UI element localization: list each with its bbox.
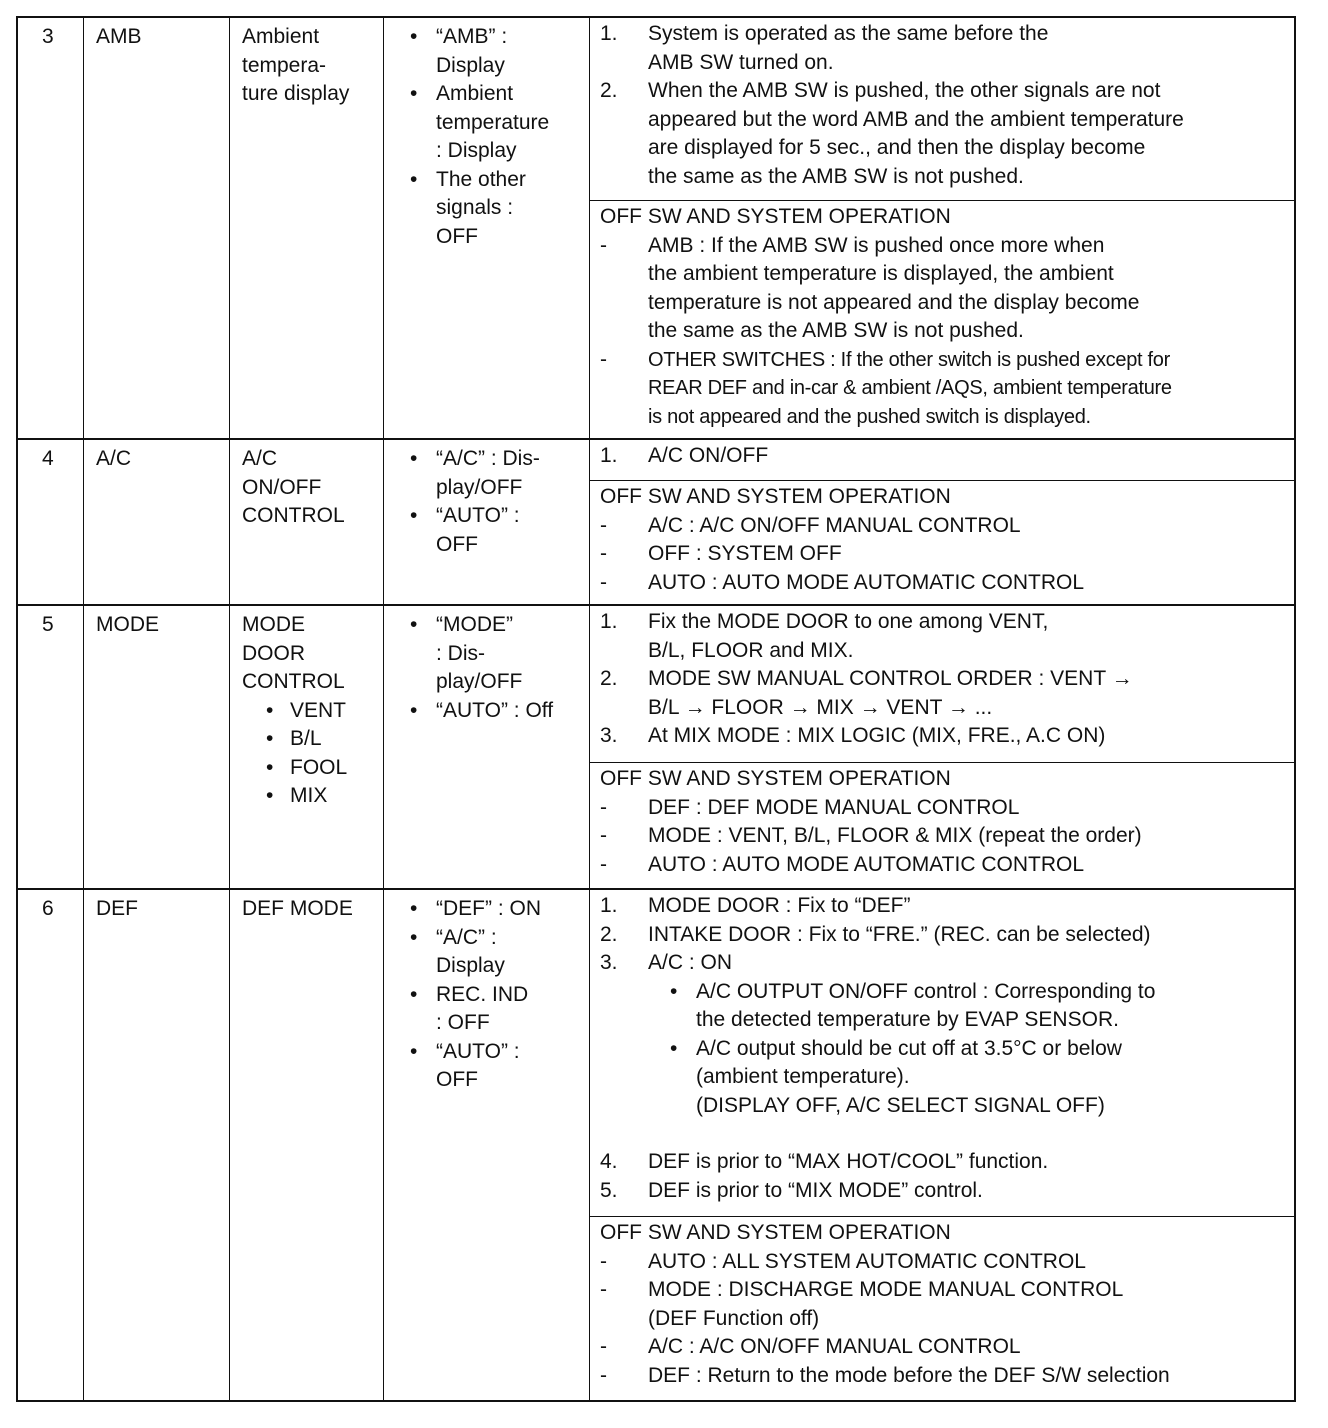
list-item: - MODE : DISCHARGE MODE MANUAL CONTROL (DEF Function off) <box>600 1278 1124 1330</box>
bullet-icon: • <box>410 25 418 48</box>
function-text: Ambient tempera- ture display <box>242 25 350 105</box>
display-item: • “AUTO” : OFF <box>410 1038 587 1095</box>
function-text: MODE DOOR CONTROL <box>242 613 345 693</box>
list-item: • A/C OUTPUT ON/OFF control : Corresponding to the detected temperature by EVAP SENSOR. <box>600 978 1294 1035</box>
bullet-icon: • <box>670 979 678 1003</box>
bullet-icon: • <box>410 167 418 191</box>
bullet-icon: • <box>410 82 418 105</box>
function-cell <box>230 18 384 438</box>
bullet-icon: • <box>266 727 274 750</box>
display-cell <box>384 440 590 604</box>
section-heading: OFF SW AND SYSTEM OPERATION <box>600 205 951 228</box>
row-number-cell <box>18 18 84 438</box>
list-item: - MODE : VENT, B/L, FLOOR & MIX (repeat the order) <box>600 824 1142 847</box>
section-heading: OFF SW AND SYSTEM OPERATION <box>600 485 951 508</box>
row-number-cell <box>18 440 84 604</box>
bullet-icon: • <box>670 1036 678 1060</box>
off-switch-operation <box>590 200 1294 438</box>
operation-cell <box>590 18 1294 438</box>
list-item: - OFF : SYSTEM OFF <box>600 542 842 565</box>
off-switch-operation <box>590 762 1294 888</box>
list-item: - A/C : A/C ON/OFF MANUAL CONTROL <box>600 1335 1021 1358</box>
mode-option: • MIX <box>242 782 379 811</box>
table-row <box>16 890 1296 1402</box>
operation-cell <box>590 890 1294 1400</box>
display-item: • “AMB” : Display <box>410 23 587 80</box>
mode-option: • VENT <box>242 697 379 726</box>
list-item: 2. When the AMB SW is pushed, the other signals are not appeared but the word AMB and the ambient temperature are displayed for 5 sec., and then the display become the same as the AMB SW is not pushed. <box>600 79 1184 188</box>
row-number: 5 <box>42 613 54 636</box>
table-row <box>16 440 1296 606</box>
spec-table <box>16 16 1296 1402</box>
bullet-icon: • <box>410 1039 418 1063</box>
list-item: - DEF : Return to the mode before the DEF S/W selection <box>600 1363 1170 1387</box>
function-cell <box>230 440 384 604</box>
display-cell <box>384 606 590 888</box>
switch-cell <box>84 606 230 888</box>
bullet-icon: • <box>410 925 418 949</box>
switch-name: AMB <box>96 25 142 48</box>
display-item: • REC. IND : OFF <box>410 981 587 1038</box>
function-text: A/C ON/OFF CONTROL <box>242 447 345 527</box>
display-cell <box>384 890 590 1400</box>
list-item: - OTHER SWITCHES : If the other switch is pushed except for REAR DEF and in-car & ambient /AQS, ambient temperature is not appeared and the pushed switch is displayed. <box>600 347 1172 428</box>
section-heading: OFF SW AND SYSTEM OPERATION <box>600 1221 951 1244</box>
bullet-icon: • <box>266 698 274 722</box>
operation-steps <box>590 440 1294 480</box>
note-text: (DISPLAY OFF, A/C SELECT SIGNAL OFF) <box>696 1093 1105 1117</box>
list-item: 3. A/C : ON <box>600 951 733 974</box>
function-cell <box>230 606 384 888</box>
bullet-icon: • <box>410 447 418 470</box>
display-item: • “AUTO” : OFF <box>410 502 587 559</box>
row-number: 4 <box>42 447 54 470</box>
list-item: 2. INTAKE DOOR : Fix to “FRE.” (REC. can be selected) <box>600 922 1151 946</box>
list-item: 2. MODE SW MANUAL CONTROL ORDER : VENT → B/L → FLOOR → MIX → VENT → ... <box>600 667 1133 719</box>
operation-cell <box>590 440 1294 604</box>
row-number-cell <box>18 606 84 888</box>
operation-cell <box>590 606 1294 888</box>
switch-name: A/C <box>96 447 132 470</box>
display-item: • “A/C” : Display <box>410 924 587 981</box>
switch-cell <box>84 18 230 438</box>
off-switch-operation <box>590 1216 1294 1400</box>
list-item: 5. DEF is prior to “MIX MODE” control. <box>600 1178 983 1202</box>
list-item: 1. Fix the MODE DOOR to one among VENT, B/L, FLOOR and MIX. <box>600 610 1049 662</box>
list-item: - AUTO : AUTO MODE AUTOMATIC CONTROL <box>600 852 1084 876</box>
list-item: 1. System is operated as the same before the AMB SW turned on. <box>600 22 1049 74</box>
list-item: - AUTO : AUTO MODE AUTOMATIC CONTROL <box>600 570 1084 594</box>
bullet-icon: • <box>410 982 418 1006</box>
display-cell <box>384 18 590 438</box>
display-item: • “AUTO” : Off <box>410 697 587 726</box>
table-row <box>16 16 1296 440</box>
list-item: - AUTO : ALL SYSTEM AUTOMATIC CONTROL <box>600 1249 1086 1273</box>
switch-name: MODE <box>96 613 159 636</box>
row-number: 6 <box>42 897 54 920</box>
function-text: DEF MODE <box>242 897 353 920</box>
switch-name: DEF <box>96 897 138 920</box>
list-item: 4. DEF is prior to “MAX HOT/COOL” function. <box>600 1150 1049 1173</box>
section-heading: OFF SW AND SYSTEM OPERATION <box>600 767 951 790</box>
operation-steps <box>590 890 1294 1216</box>
list-item: 1. MODE DOOR : Fix to “DEF” <box>600 894 911 917</box>
display-item: • “A/C” : Dis- play/OFF <box>410 445 587 502</box>
list-item: • A/C output should be cut off at 3.5°C or below (ambient temperature). <box>600 1035 1294 1092</box>
operation-steps <box>590 606 1294 762</box>
function-cell <box>230 890 384 1400</box>
mode-option: • FOOL <box>242 754 379 783</box>
operation-steps <box>590 18 1294 200</box>
bullet-icon: • <box>410 504 418 527</box>
off-switch-operation <box>590 480 1294 604</box>
list-item: 1. A/C ON/OFF <box>600 444 769 467</box>
list-item: - DEF : DEF MODE MANUAL CONTROL <box>600 795 1020 819</box>
display-item: • Ambient temperature : Display <box>410 80 587 166</box>
display-item: • The other signals : OFF <box>410 166 587 252</box>
mode-option: • B/L <box>242 725 379 754</box>
bullet-icon: • <box>266 755 274 779</box>
list-item: - A/C : A/C ON/OFF MANUAL CONTROL <box>600 513 1021 537</box>
row-number-cell <box>18 890 84 1400</box>
list-item: 3. At MIX MODE : MIX LOGIC (MIX, FRE., A.C ON) <box>600 724 1106 747</box>
bullet-icon: • <box>266 784 274 807</box>
bullet-icon: • <box>410 897 418 920</box>
display-item: • “DEF” : ON <box>410 895 587 924</box>
switch-cell <box>84 440 230 604</box>
list-item: - AMB : If the AMB SW is pushed once more when the ambient temperature is displayed, the ambient temperature is not appeared and the display become the same as the AMB SW is not pushed. <box>600 233 1140 342</box>
display-item: • “MODE” : Dis- play/OFF <box>410 611 587 697</box>
bullet-icon: • <box>410 613 418 636</box>
row-number: 3 <box>42 25 54 48</box>
table-row <box>16 606 1296 890</box>
switch-cell <box>84 890 230 1400</box>
bullet-icon: • <box>410 698 418 722</box>
